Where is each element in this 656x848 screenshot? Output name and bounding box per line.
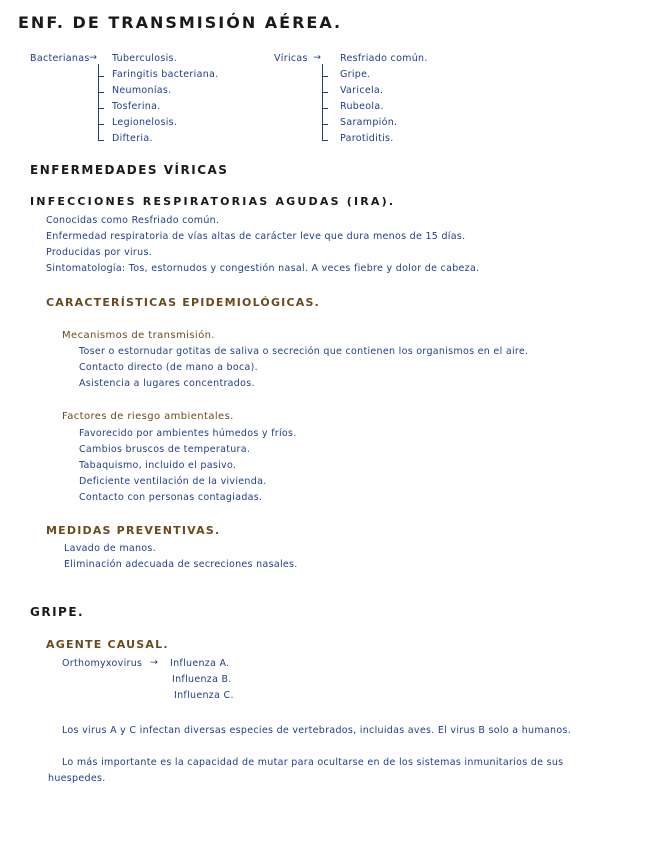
- ira-heading: INFECCIONES RESPIRATORIAS AGUDAS (IRA).: [30, 195, 396, 208]
- bacterial-item: Legionelosis.: [112, 117, 178, 128]
- risk-factors-heading: Factores de riesgo ambientales.: [62, 411, 234, 422]
- section-heading-flu: GRIPE.: [30, 605, 85, 619]
- bacterial-item: Tuberculosis.: [112, 53, 178, 64]
- bacterial-item: Faringitis bacteriana.: [112, 69, 219, 80]
- ira-line: Enfermedad respiratoria de vías altas de carácter leve que dura menos de 15 días.: [46, 231, 466, 242]
- epidemiology-heading: CARACTERÍSTICAS EPIDEMIOLÓGICAS.: [46, 296, 320, 309]
- flu-paragraph: Los virus A y C infectan diversas especies de vertebrados, incluidas aves. El virus B solo a humanos.: [62, 725, 572, 736]
- flu-paragraph: Lo más importante es la capacidad de mutar para ocultarse en de los sistemas inmunitarios de sus huespedes.: [48, 757, 564, 784]
- prevention-line: Eliminación adecuada de secreciones nasales.: [64, 559, 298, 570]
- causal-agent-heading: AGENTE CAUSAL.: [46, 638, 169, 651]
- mechanism-line: Toser o estornudar gotitas de saliva o secreción que contienen los organismos en el aire.: [79, 346, 529, 357]
- viral-label: Víricas: [274, 53, 308, 64]
- viral-item: Gripe.: [340, 69, 371, 80]
- risk-factor-line: Cambios bruscos de temperatura.: [79, 444, 251, 455]
- tree-tick: [98, 108, 104, 109]
- tree-tick: [322, 76, 328, 77]
- arrow-icon: →: [150, 657, 158, 668]
- virus-type: Influenza A.: [170, 658, 230, 669]
- virus-family: Orthomyxovirus: [62, 658, 143, 669]
- risk-factor-line: Contacto con personas contagiadas.: [79, 492, 263, 503]
- prevention-line: Lavado de manos.: [64, 543, 156, 554]
- risk-factor-line: Favorecido por ambientes húmedos y fríos.: [79, 428, 297, 439]
- arrow-icon: →: [313, 52, 321, 63]
- tree-tick: [98, 76, 104, 77]
- bacterial-label: Bacterianas: [30, 53, 90, 64]
- ira-line: Sintomatología: Tos, estornudos y congestión nasal. A veces fiebre y dolor de cabeza.: [46, 263, 480, 274]
- ira-line: Conocidas como Resfriado común.: [46, 215, 220, 226]
- mechanism-line: Contacto directo (de mano a boca).: [79, 362, 258, 373]
- risk-factor-line: Deficiente ventilación de la vivienda.: [79, 476, 267, 487]
- mechanisms-heading: Mecanismos de transmisión.: [62, 330, 215, 341]
- virus-type: Influenza B.: [172, 674, 232, 685]
- viral-item: Sarampión.: [340, 117, 398, 128]
- viral-item: Parotiditis.: [340, 133, 394, 144]
- tree-tick: [322, 108, 328, 109]
- bacterial-item: Difteria.: [112, 133, 153, 144]
- tree-tick: [322, 124, 328, 125]
- bacterial-item: Neumonías.: [112, 85, 172, 96]
- viral-item: Rubeola.: [340, 101, 384, 112]
- risk-factor-line: Tabaquismo, incluido el pasivo.: [79, 460, 237, 471]
- tree-tick: [98, 92, 104, 93]
- tree-tick: [322, 140, 328, 141]
- tree-tick: [98, 140, 104, 141]
- virus-type: Influenza C.: [174, 690, 234, 701]
- tree-tick: [98, 124, 104, 125]
- bacterial-item: Tosferina.: [112, 101, 161, 112]
- viral-item: Resfriado común.: [340, 53, 428, 64]
- viral-item: Varicela.: [340, 85, 384, 96]
- page-title: ENF. DE TRANSMISIÓN AÉREA.: [18, 13, 343, 32]
- tree-tick: [322, 92, 328, 93]
- mechanism-line: Asistencia a lugares concentrados.: [79, 378, 255, 389]
- section-heading-viral: ENFERMEDADES VÍRICAS: [30, 163, 229, 177]
- arrow-icon: →: [89, 52, 97, 63]
- ira-line: Producidas por virus.: [46, 247, 153, 258]
- prevention-heading: MEDIDAS PREVENTIVAS.: [46, 524, 221, 537]
